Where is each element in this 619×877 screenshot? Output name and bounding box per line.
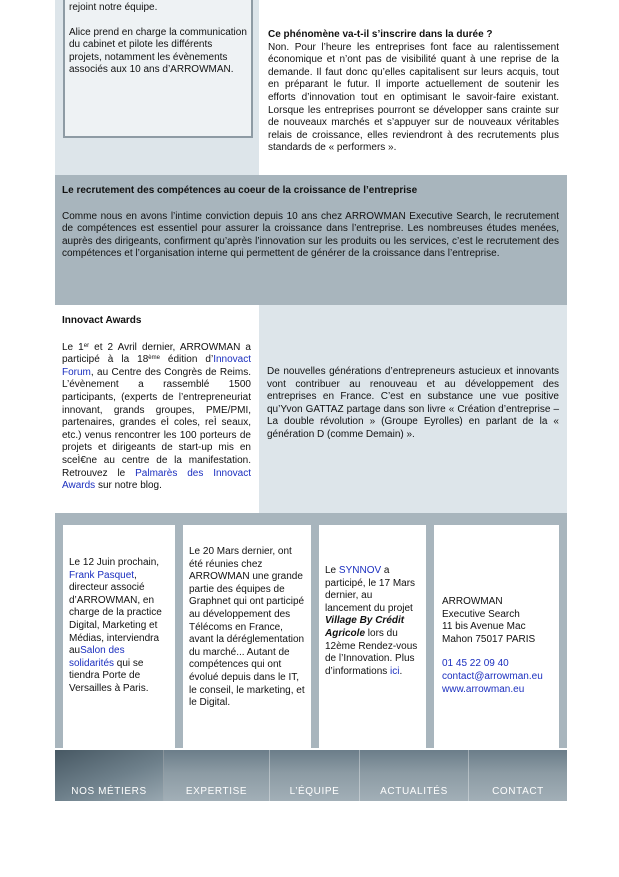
card-text-part: qui se tiendra Porte de Versailles à Paris.	[69, 657, 149, 694]
card-text	[69, 557, 169, 696]
innovact-text: , au Centre des Congrès de Reims. L’évènement a rassemblé 1500 participants, (experts de l’entrepreneuriat innovant, grands groupes, PME/PMI, partenaires, grandes eÌ coles, reÌ seaux, etc.) venus rencontrer les 100 porteurs de projets et dirigeants de start-up mis en sceÌ€ne au centre de la manifestation. Retrouvez le	[62, 366, 251, 479]
innovact-heading: Innovact Awards	[62, 315, 142, 326]
innovact-text: Le 1	[62, 341, 84, 353]
card-frank-pasquet	[63, 525, 175, 755]
card-text-part: a participé, le 17 Mars dernier, au lancement du projet	[325, 565, 416, 614]
card-text-part: Le 12 Juin prochain,	[69, 557, 160, 568]
card-text-part: lors du 12ème Rendez-vous de l’Innovation. Plus d’informations	[325, 627, 418, 677]
innovact-text: édition d’	[159, 354, 214, 366]
innovact-text: sur notre blog.	[95, 480, 162, 492]
palmares-link[interactable]: Palmarès des Innovact Awards	[62, 467, 252, 492]
innovact-text: et 2 Avril dernier, ARROWMAN a participé à la 18	[62, 341, 251, 366]
innovact-forum-link[interactable]: Innovact Forum	[62, 354, 251, 378]
innovact-section	[55, 305, 567, 513]
innovact-body	[62, 342, 251, 493]
address-line-1: 11 bis Avenue Mac	[442, 621, 526, 633]
nav-expertise[interactable]: EXPERTISE	[164, 750, 270, 801]
company-name: ARROWMAN	[442, 596, 503, 607]
nav-contact[interactable]: CONTACT	[492, 786, 544, 798]
card-text-part: .	[399, 665, 403, 677]
nav-actualites[interactable]: ACTUALITÉS	[360, 750, 469, 801]
innovact-article	[55, 305, 259, 513]
card-text	[325, 565, 420, 678]
generation-d-article	[259, 305, 567, 513]
recruitment-body: Comme nous en avons l’intime conviction depuis 10 ans chez ARROWMAN Executive Search, le recrutement de compétences est essentiel pour assurer la croissance dans l’entreprise. Les nombreuses études menées, auprès des dirigeants, confirment qu’après l’innovation sur les produits ou les services, c’est le recrutement des compétences et l’organisation interne qui permettent de générer de la croissance dans l’entreprise.	[62, 210, 559, 260]
nav-nos-metiers[interactable]: NOS MÉTIERS	[55, 750, 164, 801]
bottom-nav	[55, 750, 567, 801]
top-section	[55, 0, 567, 175]
phenomenon-heading: Ce phénomène va-t-il s’inscrire dans la durée ?	[268, 29, 493, 40]
alice-box	[63, 0, 253, 138]
card-graphnet	[183, 525, 311, 755]
nav-equipe[interactable]: L’ÉQUIPE	[270, 750, 360, 801]
recruitment-section	[55, 175, 567, 305]
village-project-name: Village By Crédit Agricole	[325, 615, 405, 639]
card-contact-info	[434, 525, 559, 755]
news-cards-section	[55, 513, 567, 748]
card-synnov	[319, 525, 426, 755]
email-link[interactable]: contact@arrowman.eu	[442, 670, 543, 682]
phenomenon-article	[259, 0, 567, 175]
company-tagline: Executive Search	[442, 608, 520, 620]
superscript: ème	[148, 355, 160, 362]
salon-solidarites-link[interactable]: Salon des solidarités	[69, 645, 125, 669]
frank-pasquet-link[interactable]: Frank Pasquet	[69, 569, 135, 581]
phone-link[interactable]: 01 45 22 09 40	[442, 658, 509, 670]
spacer	[442, 646, 553, 658]
address-line-2: Mahon 75017 PARIS	[442, 633, 536, 645]
alice-line: rejoint notre équipe.	[69, 2, 158, 13]
card-text-part: Le	[325, 565, 339, 576]
card-text: Le 20 Mars dernier, ont été réunies chez ARROWMAN une grande partie des équipes de Graphnet qui ont participé au développement des Télécoms en France, avant la déréglementation du marché... Autant de compétences qui ont évolué depuis dans le IT, le conseil, le marketing, et le Digital.	[189, 546, 305, 709]
phenomenon-body: Non. Pour l’heure les entreprises font face au ralentissement économique et n’ont pas de visibilité quant à une reprise de la demande. Il faut donc qu’elles capitalisent sur leurs acquis, tout en préparant le futur. Il importe actuellement de soutenir les efforts d’innovation tout en optimisant le savoir-faire existant. Lorsque les entreprises pourront se développer sans crainte sur de nouveaux marchés et s’appuyer sur de nouveaux véritables relais de croissance, elles reviendront à des recrutements plus standards de « performers ».	[268, 41, 559, 154]
alice-paragraph: Alice prend en charge la communication du cabinet et pilote les différents projets, notamment les évènements associés aux 10 ans d’ARROWMAN.	[69, 26, 247, 76]
ici-link[interactable]: ici	[390, 665, 400, 677]
superscript: er	[83, 342, 90, 349]
synnov-link[interactable]: SYNNOV	[338, 565, 382, 576]
card-text-part: , directeur associé d’ARROWMAN, en charge de la practice Digital, Marketing et Médias, interviendra au	[69, 569, 162, 657]
generation-d-body: De nouvelles générations d’entrepreneurs astucieux et innovants vont contribuer au renouveau et au développement des entreprises en France. C’est en substance une vue positive qu’Yvon GATTAZ partage dans son livre « Création d’entreprise – La double révolution » (Groupe Eyrolles) en parlant de la « génération D (comme Demain) ».	[267, 366, 559, 440]
recruitment-heading: Le recrutement des compétences au coeur de la croissance de l’entreprise	[62, 185, 418, 196]
website-link[interactable]: www.arrowman.eu	[442, 683, 525, 695]
